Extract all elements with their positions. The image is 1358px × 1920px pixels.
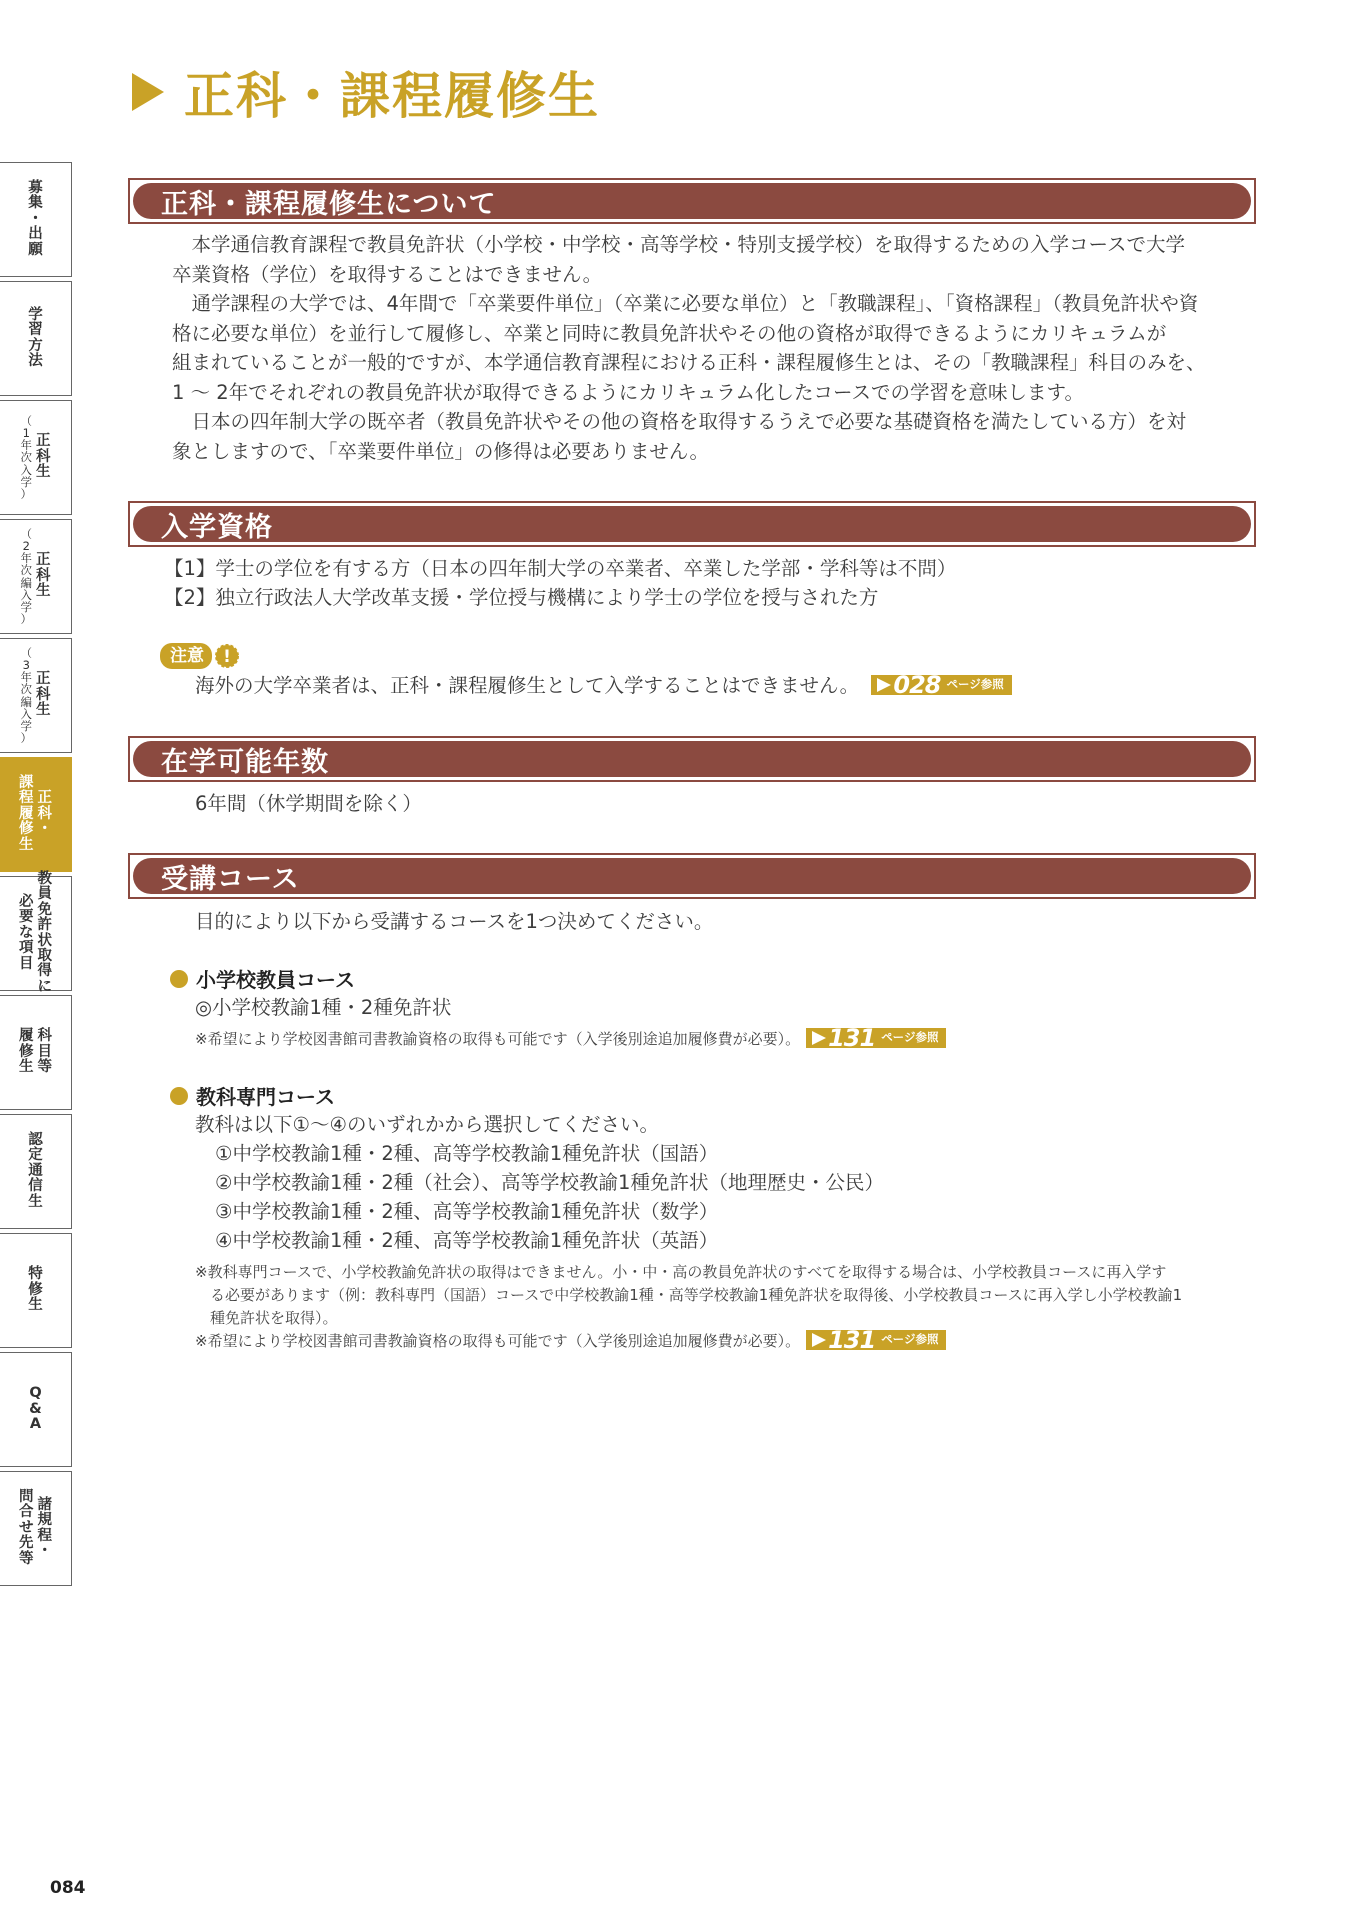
side-tab-char: 生 <box>36 464 51 481</box>
side-tab-char: 項 <box>19 940 34 957</box>
side-tab-label-column <box>21 528 33 626</box>
side-tab-label-column <box>38 872 53 995</box>
section-header-years: 在学可能年数 <box>128 736 1256 782</box>
side-tab-char: 等 <box>19 1550 34 1567</box>
side-tab-char: 学 <box>20 718 32 733</box>
course-subject-note <box>195 1261 1182 1330</box>
course-subject-note-library: ※希望により学校図書館司書教諭資格の取得も可能です（入学後別途追加履修費が必要）。 131 ページ参照 <box>195 1330 946 1353</box>
about-line: 日本の四年制大学の既卒者（教員免許状やその他の資格を取得するうえで必要な基礎資格を満たしている方）を対 <box>172 410 1187 433</box>
side-tab-char: 修 <box>19 1043 34 1060</box>
side-tab-4[interactable] <box>0 519 72 634</box>
side-tab-char: 年 <box>20 551 32 566</box>
side-tab-char: 免 <box>37 901 52 918</box>
years-text: 6年間（休学期間を除く） <box>195 792 422 815</box>
triangle-arrow-icon <box>132 73 164 111</box>
side-tab-char: 編 <box>20 694 32 709</box>
side-tab-char: 教 <box>37 871 52 888</box>
note-line: ※教科専門コースで、小学校教諭免許状の取得はできません。小・中・高の教員免許状のすべてを取得する場合は、小学校教員コースに再入学す <box>195 1263 1167 1281</box>
side-tab-char: 生 <box>19 836 34 853</box>
side-tab-char: ・ <box>37 821 52 838</box>
side-tab-9[interactable] <box>0 1114 72 1229</box>
about-line: 本学通信教育課程で教員免許状（小学校・中学校・高等学校・特別支援学校）を取得するための入学コースで大学 <box>172 233 1186 256</box>
side-tab-char: （ <box>20 645 32 660</box>
course-elementary-note: ※希望により学校図書館司書教諭資格の取得も可能です（入学後別途追加履修費が必要）。 131 ページ参照 <box>195 1028 946 1051</box>
course-subject-heading: 教科専門コース <box>170 1081 335 1110</box>
side-tab-char: に <box>37 978 52 995</box>
side-tab-11[interactable] <box>0 1352 72 1467</box>
side-tab-char: 生 <box>28 1297 43 1314</box>
page-title: 正科・課程履修生 <box>132 60 600 124</box>
side-tab-char: A <box>29 1416 42 1433</box>
side-tab-char: 規 <box>37 1512 52 1529</box>
side-tab-char: 募 <box>28 180 43 197</box>
section-header-about: 正科・課程履修生について <box>128 178 1256 224</box>
side-tab-char: Q <box>29 1385 42 1402</box>
svg-text:!: ! <box>223 647 231 667</box>
side-tab-char: 次 <box>20 450 32 465</box>
side-tab-char: 状 <box>37 932 52 949</box>
side-tab-char: 生 <box>36 702 51 719</box>
side-tab-char: せ <box>19 1519 34 1536</box>
side-tab-3[interactable] <box>0 400 72 515</box>
side-tab-char: ・ <box>37 1542 52 1559</box>
side-tab-char: 年 <box>20 670 32 685</box>
side-tab-char: 編 <box>20 575 32 590</box>
side-tab-char: 正 <box>36 671 51 688</box>
side-tab-char: 学 <box>20 474 32 489</box>
about-line: 組まれていることが一般的ですが、本学通信教育課程における正科・課程履修生とは、その「教職課程」科目のみを、 <box>172 351 1206 374</box>
side-tab-char: 次 <box>20 563 32 578</box>
play-arrow-icon <box>812 1031 826 1045</box>
side-tab-char: 科 <box>36 686 51 703</box>
side-tab-char: 入 <box>20 462 32 477</box>
side-tab-char: 履 <box>19 805 34 822</box>
side-tab-char: ・ <box>28 210 43 227</box>
side-tab-char: 入 <box>20 706 32 721</box>
side-tab-char: 必 <box>19 894 34 911</box>
side-tab-char: ） <box>20 731 32 746</box>
side-tab-label-column <box>36 553 51 599</box>
side-tab-char: 修 <box>19 821 34 838</box>
side-tab-label-column <box>19 1490 34 1567</box>
side-tab-char: 問 <box>19 1489 34 1506</box>
side-tab-char: 1 <box>22 426 30 441</box>
side-tab-char: 諸 <box>37 1496 52 1513</box>
side-tab-8[interactable] <box>0 995 72 1110</box>
side-tab-label-column <box>38 1029 53 1075</box>
side-tab-char: 通 <box>28 1162 43 1179</box>
side-tab-char: 願 <box>28 241 43 258</box>
side-tab-label-column <box>19 1029 34 1075</box>
side-tab-char: 法 <box>28 352 43 369</box>
side-tab-char: 科 <box>36 567 51 584</box>
side-tab-label-column <box>28 1267 43 1313</box>
courses-intro: 目的により以下から受講するコースを1つ決めてください。 <box>195 910 714 933</box>
side-tab-char: 程 <box>37 1527 52 1544</box>
side-tab-label-column <box>28 308 43 369</box>
section-header-courses: 受講コース <box>128 853 1256 899</box>
bullet-dot-icon <box>170 1087 188 1105</box>
side-tab-label-column <box>21 415 33 500</box>
about-line: 卒業資格（学位）を取得することはできません。 <box>172 262 603 286</box>
side-tab-5[interactable] <box>0 638 72 753</box>
course-subject-option-4: ④中学校教諭1種・2種、高等学校教諭1種免許状（英語） <box>215 1229 719 1252</box>
side-tab-char: 特 <box>28 1266 43 1283</box>
side-tab-char: 信 <box>28 1178 43 1195</box>
side-tab-char: 学 <box>28 306 43 323</box>
side-tab-char: 2 <box>22 538 30 553</box>
side-tab-char: & <box>29 1400 42 1417</box>
side-tab-char: 集 <box>28 195 43 212</box>
about-line: 象としますので、「卒業要件単位」の修得は必要ありません。 <box>172 439 710 463</box>
side-tab-char: 員 <box>37 886 52 903</box>
course-subject-intro: 教科は以下①～④のいずれかから選択してください。 <box>195 1113 659 1136</box>
side-tab-6[interactable] <box>0 757 72 872</box>
side-tab-char: 要 <box>19 909 34 926</box>
side-tab-char: 等 <box>37 1059 52 1076</box>
side-tab-char: 生 <box>36 583 51 600</box>
side-tab-char: 科 <box>37 1028 52 1045</box>
side-tab-char: 3 <box>22 657 30 672</box>
side-tab-label-column <box>19 895 34 972</box>
side-tab-char: 先 <box>19 1535 34 1552</box>
play-arrow-icon <box>877 678 891 692</box>
course-subject-option-3: ③中学校教諭1種・2種、高等学校教諭1種免許状（数学） <box>215 1200 719 1223</box>
eligibility-item-2: 【2】独立行政法人大学改革支援・学位授与機構により学士の学位を授与された方 <box>164 586 879 609</box>
side-tab-char: 取 <box>37 947 52 964</box>
side-tab-char: 定 <box>28 1147 43 1164</box>
side-tab-char: 年 <box>20 438 32 453</box>
page-number: 084 <box>50 1878 86 1898</box>
side-tab-label-column <box>28 1133 43 1210</box>
side-tab-char: 入 <box>20 587 32 602</box>
side-tab-char: 合 <box>19 1504 34 1521</box>
side-tab-2[interactable] <box>0 281 72 396</box>
play-arrow-icon <box>812 1333 826 1347</box>
about-line: 格に必要な単位）を並行して履修し、卒業と同時に教員免許状やその他の資格が取得できるようにカリキュラムが <box>172 321 1167 345</box>
about-line: 1 ～ 2年でそれぞれの教員免許状が取得できるようにカリキュラム化したコースでの学習を意味します。 <box>172 380 1084 404</box>
side-tab-label-column <box>28 181 43 258</box>
side-tab-12[interactable] <box>0 1471 72 1586</box>
course-subject-option-1: ①中学校教諭1種・2種、高等学校教諭1種免許状（国語） <box>215 1142 719 1165</box>
side-tab-char: 程 <box>19 790 34 807</box>
about-paragraph <box>172 230 1262 466</box>
side-tab-char: 修 <box>28 1281 43 1298</box>
page-reference-131[interactable]: 131 ページ参照 <box>806 1330 946 1350</box>
side-tab-char: 正 <box>36 433 51 450</box>
exclamation-icon <box>214 643 240 669</box>
side-tab-char: ） <box>20 486 32 501</box>
side-tab-char: 出 <box>28 226 43 243</box>
side-tab-1[interactable] <box>0 162 72 277</box>
side-tab-char: 次 <box>20 682 32 697</box>
about-line: 通学課程の大学では、4年間で「卒業要件単位」（卒業に必要な単位）と「教職課程」、「資格課程」（教員免許状や資 <box>172 292 1199 315</box>
side-tab-char: な <box>19 924 34 941</box>
section-header-eligibility: 入学資格 <box>128 501 1256 547</box>
side-tab-char: 科 <box>36 448 51 465</box>
side-tab-label-column <box>36 434 51 480</box>
side-tab-char: 生 <box>28 1193 43 1210</box>
side-tab-char: （ <box>20 526 32 541</box>
eligibility-item-1: 【1】学士の学位を有する方（日本の四年制大学の卒業者、卒業した学部・学科等は不問） <box>164 557 957 580</box>
side-tab-label-column <box>19 776 34 853</box>
note-line: 種免許状を取得）。 <box>195 1309 338 1327</box>
side-tab-char: 正 <box>36 552 51 569</box>
side-tab-char: 得 <box>37 963 52 980</box>
side-tab-label-column <box>21 647 33 745</box>
side-tab-char: 生 <box>19 1059 34 1076</box>
side-tab-char: 習 <box>28 322 43 339</box>
side-tab-label-column <box>29 1386 42 1432</box>
side-tab-char: （ <box>20 413 32 428</box>
side-tab-char: 正 <box>37 790 52 807</box>
course-elementary-license: ◎小学校教諭1種・2種免許状 <box>195 996 452 1019</box>
page-reference-028[interactable]: 028 ページ参照 <box>871 675 1011 695</box>
side-tab-label-column <box>38 1498 53 1559</box>
caution-text: 海外の大学卒業者は、正科・課程履修生として入学することはできません。 028 ページ参照 <box>195 671 1012 700</box>
side-tab-char: 学 <box>20 599 32 614</box>
note-line: る必要があります（例：教科専門（国語）コースで中学校教諭1種・高等学校教諭1種免許状を取得後、小学校教員コースに再入学し小学校教諭1 <box>195 1286 1183 1304</box>
caution-label: 注意 ! <box>160 643 240 669</box>
side-tab-7[interactable] <box>0 871 72 995</box>
course-elementary-heading: 小学校教員コース <box>170 964 355 993</box>
side-tab-char: 履 <box>19 1028 34 1045</box>
side-tab-char: 目 <box>37 1043 52 1060</box>
side-tab-label-column <box>36 672 51 718</box>
page-reference-131[interactable]: 131 ページ参照 <box>806 1028 946 1048</box>
side-tab-char: 課 <box>19 775 34 792</box>
side-tab-char: 認 <box>28 1132 43 1149</box>
side-tab-char: 目 <box>19 955 34 972</box>
side-tab-char: 方 <box>28 337 43 354</box>
side-tab-label-column <box>38 791 53 837</box>
side-tab-char: 許 <box>37 917 52 934</box>
side-tab-10[interactable] <box>0 1233 72 1348</box>
bullet-dot-icon <box>170 970 188 988</box>
side-tab-char: ） <box>20 612 32 627</box>
side-tab-char: 科 <box>37 805 52 822</box>
course-subject-option-2: ②中学校教諭1種・2種（社会）、高等学校教諭1種免許状（地理歴史・公民） <box>215 1171 884 1194</box>
